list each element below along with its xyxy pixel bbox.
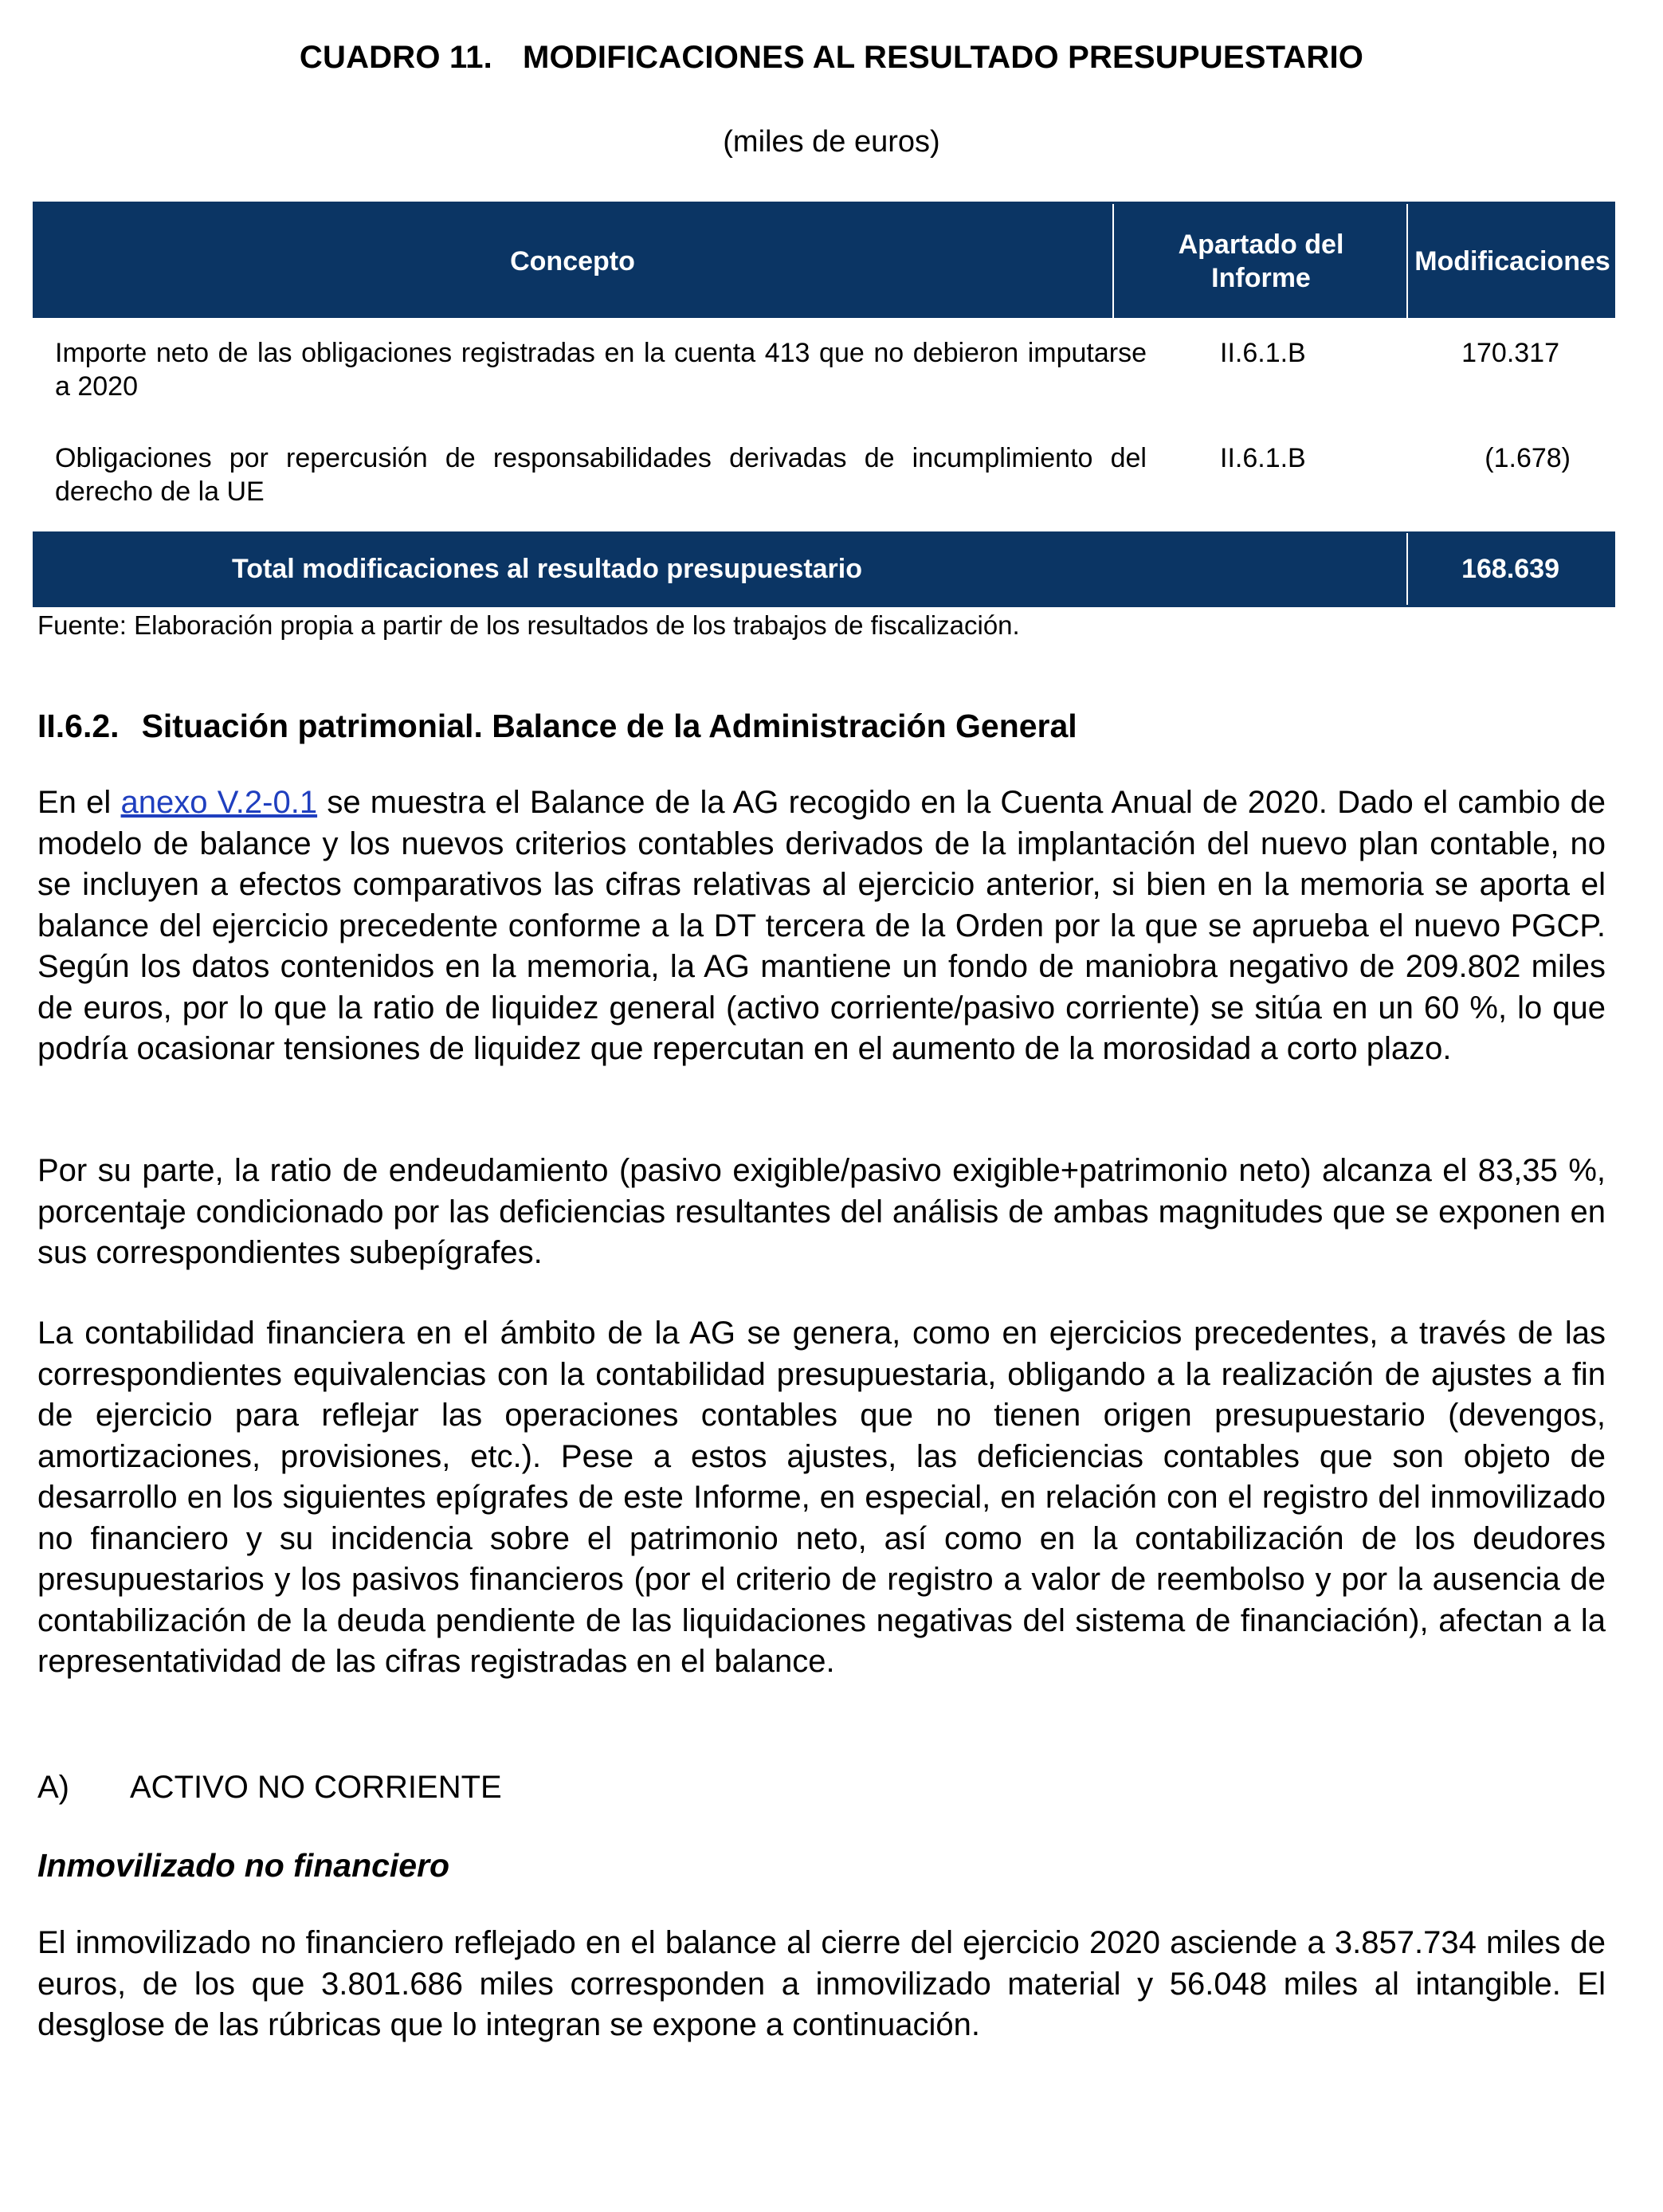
section-number: II.6.2. bbox=[37, 708, 120, 744]
paragraph-balance bbox=[37, 782, 1606, 1070]
subsection-a-title: ACTIVO NO CORRIENTE bbox=[130, 1770, 502, 1805]
total-label: Total modificaciones al resultado presupuestario bbox=[232, 554, 862, 584]
subsection-inmovilizado-heading: Inmovilizado no financiero bbox=[37, 1847, 450, 1884]
total-separator bbox=[1406, 533, 1408, 605]
table-header-row bbox=[33, 202, 1615, 318]
header-concepto: Concepto bbox=[510, 245, 635, 276]
table-unit: (miles de euros) bbox=[723, 125, 940, 159]
row-modificaciones: 170.317 bbox=[1461, 338, 1559, 368]
row-concepto: Obligaciones por repercusión de responsabilidades derivadas de incumplimiento del derecho de la UE bbox=[55, 443, 1147, 507]
header-modificaciones: Modificaciones bbox=[1406, 204, 1617, 318]
section-title: Situación patrimonial. Balance de la Administración General bbox=[141, 708, 1077, 744]
table-source: Fuente: Elaboración propia a partir de los resultados de los trabajos de fiscalización. bbox=[37, 610, 1020, 640]
table-title-text: MODIFICACIONES AL RESULTADO PRESUPUESTARIO bbox=[522, 40, 1364, 75]
table-total-row bbox=[33, 531, 1615, 607]
row-apartado: II.6.1.B bbox=[1220, 338, 1306, 368]
header-apartado-line1: Apartado del bbox=[1178, 229, 1344, 260]
row-concepto: Importe neto de las obligaciones registradas en la cuenta 413 que no debieron imputarse a 2020 bbox=[55, 338, 1147, 402]
table-number: CUADRO 11. bbox=[299, 40, 492, 75]
header-apartado-line2: Informe bbox=[1211, 262, 1311, 293]
section-heading bbox=[37, 708, 1077, 745]
header-apartado bbox=[1112, 204, 1408, 318]
paragraph-endeudamiento: Por su parte, la ratio de endeudamiento (pasivo exigible/pasivo exigible+patrimonio neto) alcanza el 83,35 %, porcentaje condicionado por las deficiencias resultantes del análisis de ambas magnitudes que se exponen en sus correspondientes subepígrafes. bbox=[37, 1153, 1606, 1270]
modifications-table bbox=[33, 202, 1615, 584]
annex-link[interactable]: anexo V.2-0.1 bbox=[120, 785, 318, 820]
paragraph-inmovilizado: El inmovilizado no financiero reflejado en el balance al cierre del ejercicio 2020 asciende a 3.857.734 miles de euros, de los que 3.801.686 miles corresponden a inmovilizado material y 56.048 miles al intangible. El desglose de las rúbricas que lo integran se expone a continuación. bbox=[37, 1925, 1606, 2042]
row-modificaciones: (1.678) bbox=[1485, 443, 1571, 473]
paragraph-text: se muestra el Balance de la AG recogido en la Cuenta Anual de 2020. Dado el cambio de modelo de balance y los nuevos criterios contables derivados de la implantación del nuevo plan contable, no se incluyen a efectos comparativos las cifras relativas al ejercicio anterior, si bien en la memoria se aporta el balance del ejercicio precedente conforme a la DT tercera de la Orden por la que se aprueba el nuevo PGCP. Según los datos contenidos en la memoria, la AG mantiene un fondo de maniobra negativo de 209.802 miles de euros, por lo que la ratio de liquidez general (activo corriente/pasivo corriente) se sitúa en un 60 %, lo que podría ocasionar tensiones de liquidez que repercutan en el aumento de la morosidad a corto plazo. bbox=[37, 785, 1606, 1066]
row-apartado: II.6.1.B bbox=[1220, 443, 1306, 473]
subsection-a-letter: A) bbox=[37, 1770, 69, 1805]
paragraph-text: En el bbox=[37, 785, 121, 820]
subsection-a-heading bbox=[37, 1770, 502, 1806]
paragraph-contabilidad: La contabilidad financiera en el ámbito de la AG se genera, como en ejercicios precedentes, a través de las correspondientes equivalencias con la contabilidad presupuestaria, obligando a la realización de ajustes a fin de ejercicio para reflejar las operaciones contables que no tienen origen presupuestario (devengos, amortizaciones, provisiones, etc.). Pese a estos ajustes, las deficiencias contables que son objeto de desarrollo en los siguientes epígrafes de este Informe, en especial, en relación con el registro del inmovilizado no financiero y su incidencia sobre el patrimonio neto, así como en la contabilización de los deudores presupuestarios y los pasivos financieros (por el criterio de registro a valor de reembolso y por la ausencia de contabilización de la deuda pendiente de las liquidaciones negativas del sistema de financiación), afectan a la representatividad de las cifras registradas en el balance. bbox=[37, 1316, 1606, 1679]
table-title bbox=[0, 40, 1663, 76]
table-row bbox=[33, 441, 1615, 513]
total-value: 168.639 bbox=[1461, 554, 1559, 584]
table-row bbox=[33, 336, 1615, 408]
